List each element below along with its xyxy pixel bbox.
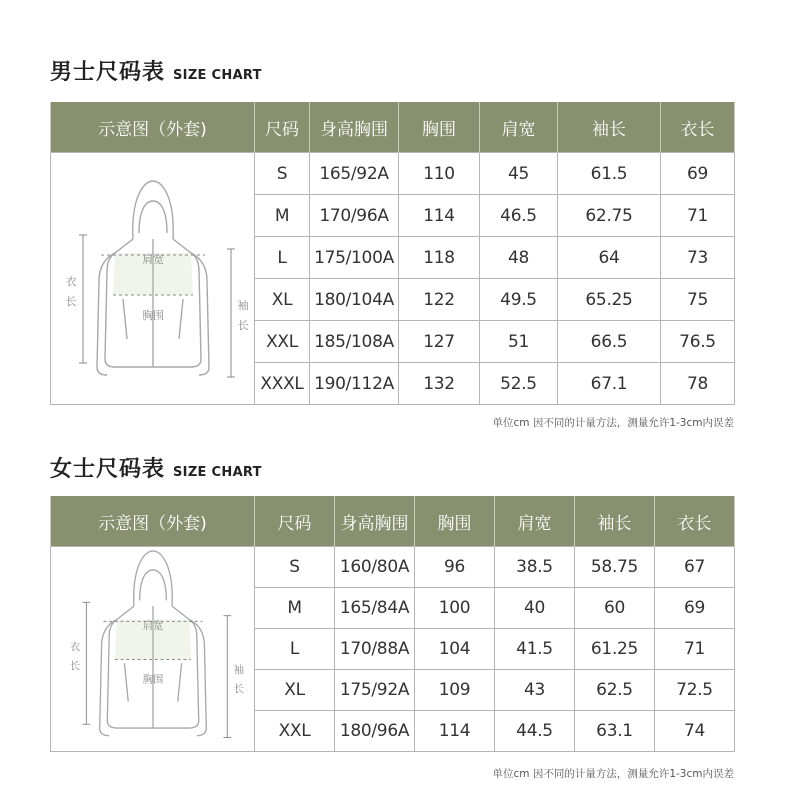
men-header-diagram: 示意图（外套): [51, 102, 255, 153]
men-header-shoulder: 肩宽: [480, 102, 558, 153]
shoulder-cell: 49.5: [480, 279, 558, 321]
men-header-row: [51, 102, 735, 153]
sleeve-cell: 61.5: [558, 153, 661, 195]
length-cell: 74: [655, 711, 735, 752]
chest-cell: 127: [399, 321, 480, 363]
diagram-length-label-1: 衣: [69, 640, 80, 653]
sleeve-cell: 65.25: [558, 279, 661, 321]
sleeve-cell: 58.75: [575, 547, 655, 588]
men-jacket-diagram-cell: [51, 153, 255, 405]
men-header-sleeve: 袖长: [558, 102, 661, 153]
shoulder-cell: 51: [480, 321, 558, 363]
size-cell: M: [255, 588, 335, 629]
table-row: [51, 153, 735, 195]
diagram-sleeve-label-1: 袖: [233, 663, 244, 676]
women-header-size: 尺码: [255, 496, 335, 547]
sleeve-cell: 61.25: [575, 629, 655, 670]
height-chest-cell: 165/84A: [335, 588, 415, 629]
shoulder-cell: 44.5: [495, 711, 575, 752]
length-cell: 71: [661, 195, 735, 237]
jacket-diagram: [53, 159, 253, 399]
sleeve-cell: 63.1: [575, 711, 655, 752]
sleeve-cell: 60: [575, 588, 655, 629]
shoulder-cell: 52.5: [480, 363, 558, 405]
women-title-en: SIZE CHART: [173, 465, 262, 480]
size-cell: M: [255, 195, 310, 237]
diagram-shoulder-label: 肩宽: [142, 620, 163, 632]
chest-cell: 114: [415, 711, 495, 752]
chest-cell: 96: [415, 547, 495, 588]
women-header-shoulder: 肩宽: [495, 496, 575, 547]
men-header-size: 尺码: [255, 102, 310, 153]
men-title: [50, 55, 262, 86]
women-header-chest: 胸围: [415, 496, 495, 547]
chest-cell: 109: [415, 670, 495, 711]
size-cell: XXXL: [255, 363, 310, 405]
sleeve-cell: 62.75: [558, 195, 661, 237]
length-cell: 75: [661, 279, 735, 321]
women-header-height-chest: 身高胸围: [335, 496, 415, 547]
diagram-sleeve-label-1: 袖: [237, 298, 248, 312]
size-cell: XL: [255, 279, 310, 321]
diagram-length-label-1: 衣: [65, 274, 76, 288]
size-cell: L: [255, 237, 310, 279]
sleeve-cell: 67.1: [558, 363, 661, 405]
diagram-sleeve-label-2: 长: [237, 318, 248, 332]
women-title: [50, 452, 262, 483]
women-header-row: [51, 496, 735, 547]
diagram-length-label-2: 长: [69, 660, 80, 672]
chest-cell: 122: [399, 279, 480, 321]
height-chest-cell: 170/96A: [310, 195, 399, 237]
height-chest-cell: 190/112A: [310, 363, 399, 405]
length-cell: 69: [661, 153, 735, 195]
shoulder-cell: 43: [495, 670, 575, 711]
shoulder-cell: 41.5: [495, 629, 575, 670]
men-note: 单位cm 因不同的计量方法，测量允许1-3cm内误差: [492, 417, 734, 429]
men-header-chest: 胸围: [399, 102, 480, 153]
length-cell: 67: [655, 547, 735, 588]
shoulder-cell: 46.5: [480, 195, 558, 237]
shoulder-cell: 45: [480, 153, 558, 195]
length-cell: 69: [655, 588, 735, 629]
length-cell: 73: [661, 237, 735, 279]
women-size-table: [50, 496, 735, 752]
height-chest-cell: 170/88A: [335, 629, 415, 670]
men-title-zh: 男士尺码表: [50, 60, 166, 85]
chest-cell: 114: [399, 195, 480, 237]
chest-cell: 118: [399, 237, 480, 279]
men-size-table: [50, 102, 735, 405]
chest-cell: 104: [415, 629, 495, 670]
women-jacket-diagram-cell: [51, 547, 255, 752]
chest-cell: 100: [415, 588, 495, 629]
diagram-sleeve-label-2: 长: [233, 682, 244, 695]
women-note: 单位cm 因不同的计量方法，测量允许1-3cm内误差: [492, 768, 734, 780]
table-row: [51, 547, 735, 588]
men-header-height-chest: 身高胸围: [310, 102, 399, 153]
length-cell: 72.5: [655, 670, 735, 711]
chest-cell: 110: [399, 153, 480, 195]
size-cell: L: [255, 629, 335, 670]
size-cell: XL: [255, 670, 335, 711]
size-cell: XXL: [255, 711, 335, 752]
sleeve-cell: 64: [558, 237, 661, 279]
size-cell: S: [255, 153, 310, 195]
height-chest-cell: 175/100A: [310, 237, 399, 279]
shoulder-cell: 38.5: [495, 547, 575, 588]
height-chest-cell: 180/104A: [310, 279, 399, 321]
shoulder-cell: 48: [480, 237, 558, 279]
diagram-length-label-2: 长: [65, 294, 76, 308]
height-chest-cell: 165/92A: [310, 153, 399, 195]
men-header-length: 衣长: [661, 102, 735, 153]
height-chest-cell: 185/108A: [310, 321, 399, 363]
women-header-diagram: 示意图（外套): [51, 496, 255, 547]
height-chest-cell: 180/96A: [335, 711, 415, 752]
length-cell: 78: [661, 363, 735, 405]
sleeve-cell: 66.5: [558, 321, 661, 363]
diagram-chest-label: 胸围: [141, 308, 164, 322]
chest-cell: 132: [399, 363, 480, 405]
women-title-zh: 女士尺码表: [50, 457, 166, 482]
jacket-diagram: [53, 549, 253, 749]
women-header-sleeve: 袖长: [575, 496, 655, 547]
sleeve-cell: 62.5: [575, 670, 655, 711]
size-cell: S: [255, 547, 335, 588]
height-chest-cell: 175/92A: [335, 670, 415, 711]
length-cell: 76.5: [661, 321, 735, 363]
size-cell: XXL: [255, 321, 310, 363]
men-title-en: SIZE CHART: [173, 68, 262, 83]
diagram-chest-label: 胸围: [142, 673, 163, 686]
women-header-length: 衣长: [655, 496, 735, 547]
diagram-shoulder-label: 肩宽: [141, 252, 164, 266]
shoulder-cell: 40: [495, 588, 575, 629]
height-chest-cell: 160/80A: [335, 547, 415, 588]
length-cell: 71: [655, 629, 735, 670]
